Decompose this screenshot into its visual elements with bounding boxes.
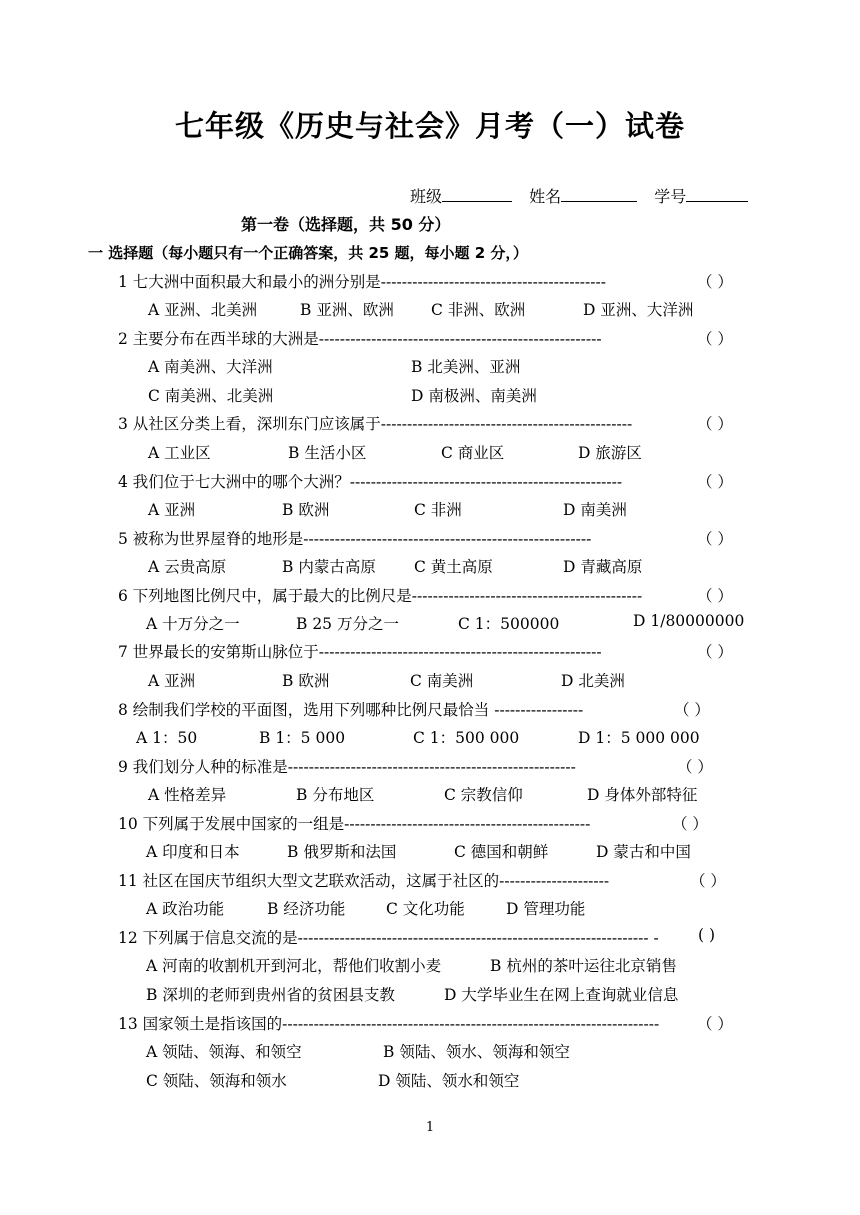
option: B 内蒙古高原 — [282, 558, 376, 576]
option: B 领陆、领水、领海和领空 — [383, 1043, 570, 1061]
answer-paren: （ ） — [672, 815, 708, 833]
option: D 南极洲、南美洲 — [411, 387, 537, 405]
option: B 杭州的茶叶运往北京销售 — [490, 957, 677, 975]
option: B 经济功能 — [267, 900, 346, 918]
option: D 身体外部特征 — [587, 786, 698, 804]
question-stem: 4 我们位于七大洲中的哪个大洲？---------------------------------------------------- — [118, 473, 623, 491]
option: C 1：500000 — [458, 615, 560, 633]
option: C 1：500 000 — [413, 729, 520, 747]
option: D 蒙古和中国 — [596, 843, 691, 861]
option: A 1：50 — [136, 729, 198, 747]
option: C 文化功能 — [386, 900, 465, 918]
option: D 旅游区 — [578, 444, 642, 462]
option: B 分布地区 — [296, 786, 375, 804]
option: B 生活小区 — [288, 444, 367, 462]
option: C 非洲、欧洲 — [431, 301, 526, 319]
answer-paren: ( ) — [698, 926, 716, 944]
option: C 南美洲 — [410, 672, 474, 690]
option: C 德国和朝鲜 — [454, 843, 549, 861]
answer-paren: （ ） — [697, 1015, 733, 1033]
question-stem: 3 从社区分类上看，深圳东门应该属于------------------------------------------------ — [118, 415, 633, 433]
answer-paren: （ ） — [674, 701, 710, 719]
answer-paren: （ ） — [697, 530, 733, 548]
class-blank — [442, 185, 512, 202]
question-stem: 12 下列属于信息交流的是------------------------------------------------------------------- - — [118, 929, 659, 947]
option: D 南美洲 — [563, 501, 627, 519]
answer-paren: （ ） — [697, 330, 733, 348]
question-stem: 2 主要分布在西半球的大洲是------------------------------------------------------ — [118, 330, 602, 348]
answer-paren: （ ） — [697, 473, 733, 491]
option: D 1：5 000 000 — [578, 729, 700, 747]
option: A 河南的收割机开到河北，帮他们收割小麦 — [146, 957, 442, 975]
option: A 南美洲、大洋洲 — [148, 358, 273, 376]
exam-title: 七年级《历史与社会》月考（一）试卷 — [174, 109, 685, 143]
option: D 亚洲、大洋洲 — [583, 301, 694, 319]
question-stem: 1 七大洲中面积最大和最小的洲分别是------------------------------------------- — [118, 273, 606, 291]
answer-paren: （ ） — [690, 872, 726, 890]
option: A 亚洲、北美洲 — [148, 301, 258, 319]
question-stem: 7 世界最长的安第斯山脉位于------------------------------------------------------ — [118, 643, 602, 661]
answer-paren: （ ） — [697, 273, 733, 291]
option: A 印度和日本 — [146, 843, 240, 861]
option: C 非洲 — [414, 501, 462, 519]
option: B 欧洲 — [282, 501, 330, 519]
question-stem: 6 下列地图比例尺中，属于最大的比例尺是-------------------------------------------- — [118, 587, 643, 605]
option: A 政治功能 — [146, 900, 225, 918]
option: A 亚洲 — [148, 501, 196, 519]
answer-paren: （ ） — [677, 758, 713, 776]
option: B 1：5 000 — [259, 729, 346, 747]
option: B 俄罗斯和法国 — [287, 843, 397, 861]
answer-paren: （ ） — [697, 415, 733, 433]
question-stem: 9 我们划分人种的标准是------------------------------------------------------- — [118, 758, 576, 776]
option: A 亚洲 — [148, 672, 196, 690]
option: B 欧洲 — [282, 672, 330, 690]
option: A 性格差异 — [148, 786, 227, 804]
option: C 南美洲、北美洲 — [148, 387, 274, 405]
name-label: 姓名 — [529, 187, 562, 206]
option: A 领陆、领海、和领空 — [146, 1043, 302, 1061]
option: D 管理功能 — [506, 900, 586, 918]
option: C 黄土高原 — [414, 558, 493, 576]
option: D 1/80000000 — [633, 612, 745, 630]
question-stem: 8 绘制我们学校的平面图，选用下列哪种比例尺最恰当 ----------------- — [118, 701, 584, 719]
answer-paren: （ ） — [697, 587, 733, 605]
answer-paren: （ ） — [697, 643, 733, 661]
student-info-line — [410, 184, 748, 207]
option: D 大学毕业生在网上查询就业信息 — [444, 986, 679, 1004]
id-label: 学号 — [654, 187, 687, 206]
option: B 深圳的老师到贵州省的贫困县支教 — [146, 986, 395, 1004]
option: D 青藏高原 — [563, 558, 643, 576]
name-blank — [561, 185, 637, 202]
option: B 亚洲、欧洲 — [300, 301, 394, 319]
question-stem: 5 被称为世界屋脊的地形是------------------------------------------------------- — [118, 530, 592, 548]
question-stem: 13 国家领土是指该国的------------------------------------------------------------------------ — [118, 1015, 660, 1033]
question-stem: 11 社区在国庆节组织大型文艺联欢活动，这属于社区的--------------------- — [118, 872, 610, 890]
page-number: 1 — [425, 1120, 435, 1135]
id-blank — [686, 185, 748, 202]
part-heading: 一 选择题（每小题只有一个正确答案，共 25 题，每小题 2 分，） — [88, 244, 528, 262]
question-stem: 10 下列属于发展中国家的一组是----------------------------------------------- — [118, 815, 591, 833]
option: A 云贵高原 — [148, 558, 227, 576]
option: C 领陆、领海和领水 — [146, 1072, 287, 1090]
option: A 工业区 — [148, 444, 211, 462]
option: C 商业区 — [441, 444, 505, 462]
option: C 宗教信仰 — [444, 786, 523, 804]
class-label: 班级 — [410, 187, 443, 206]
section-title: 第一卷（选择题，共 50 分） — [241, 215, 451, 234]
option: D 领陆、领水和领空 — [378, 1072, 520, 1090]
option: B 25 万分之一 — [296, 615, 399, 633]
option: B 北美洲、亚洲 — [411, 358, 521, 376]
option: D 北美洲 — [561, 672, 625, 690]
option: A 十万分之一 — [146, 615, 240, 633]
